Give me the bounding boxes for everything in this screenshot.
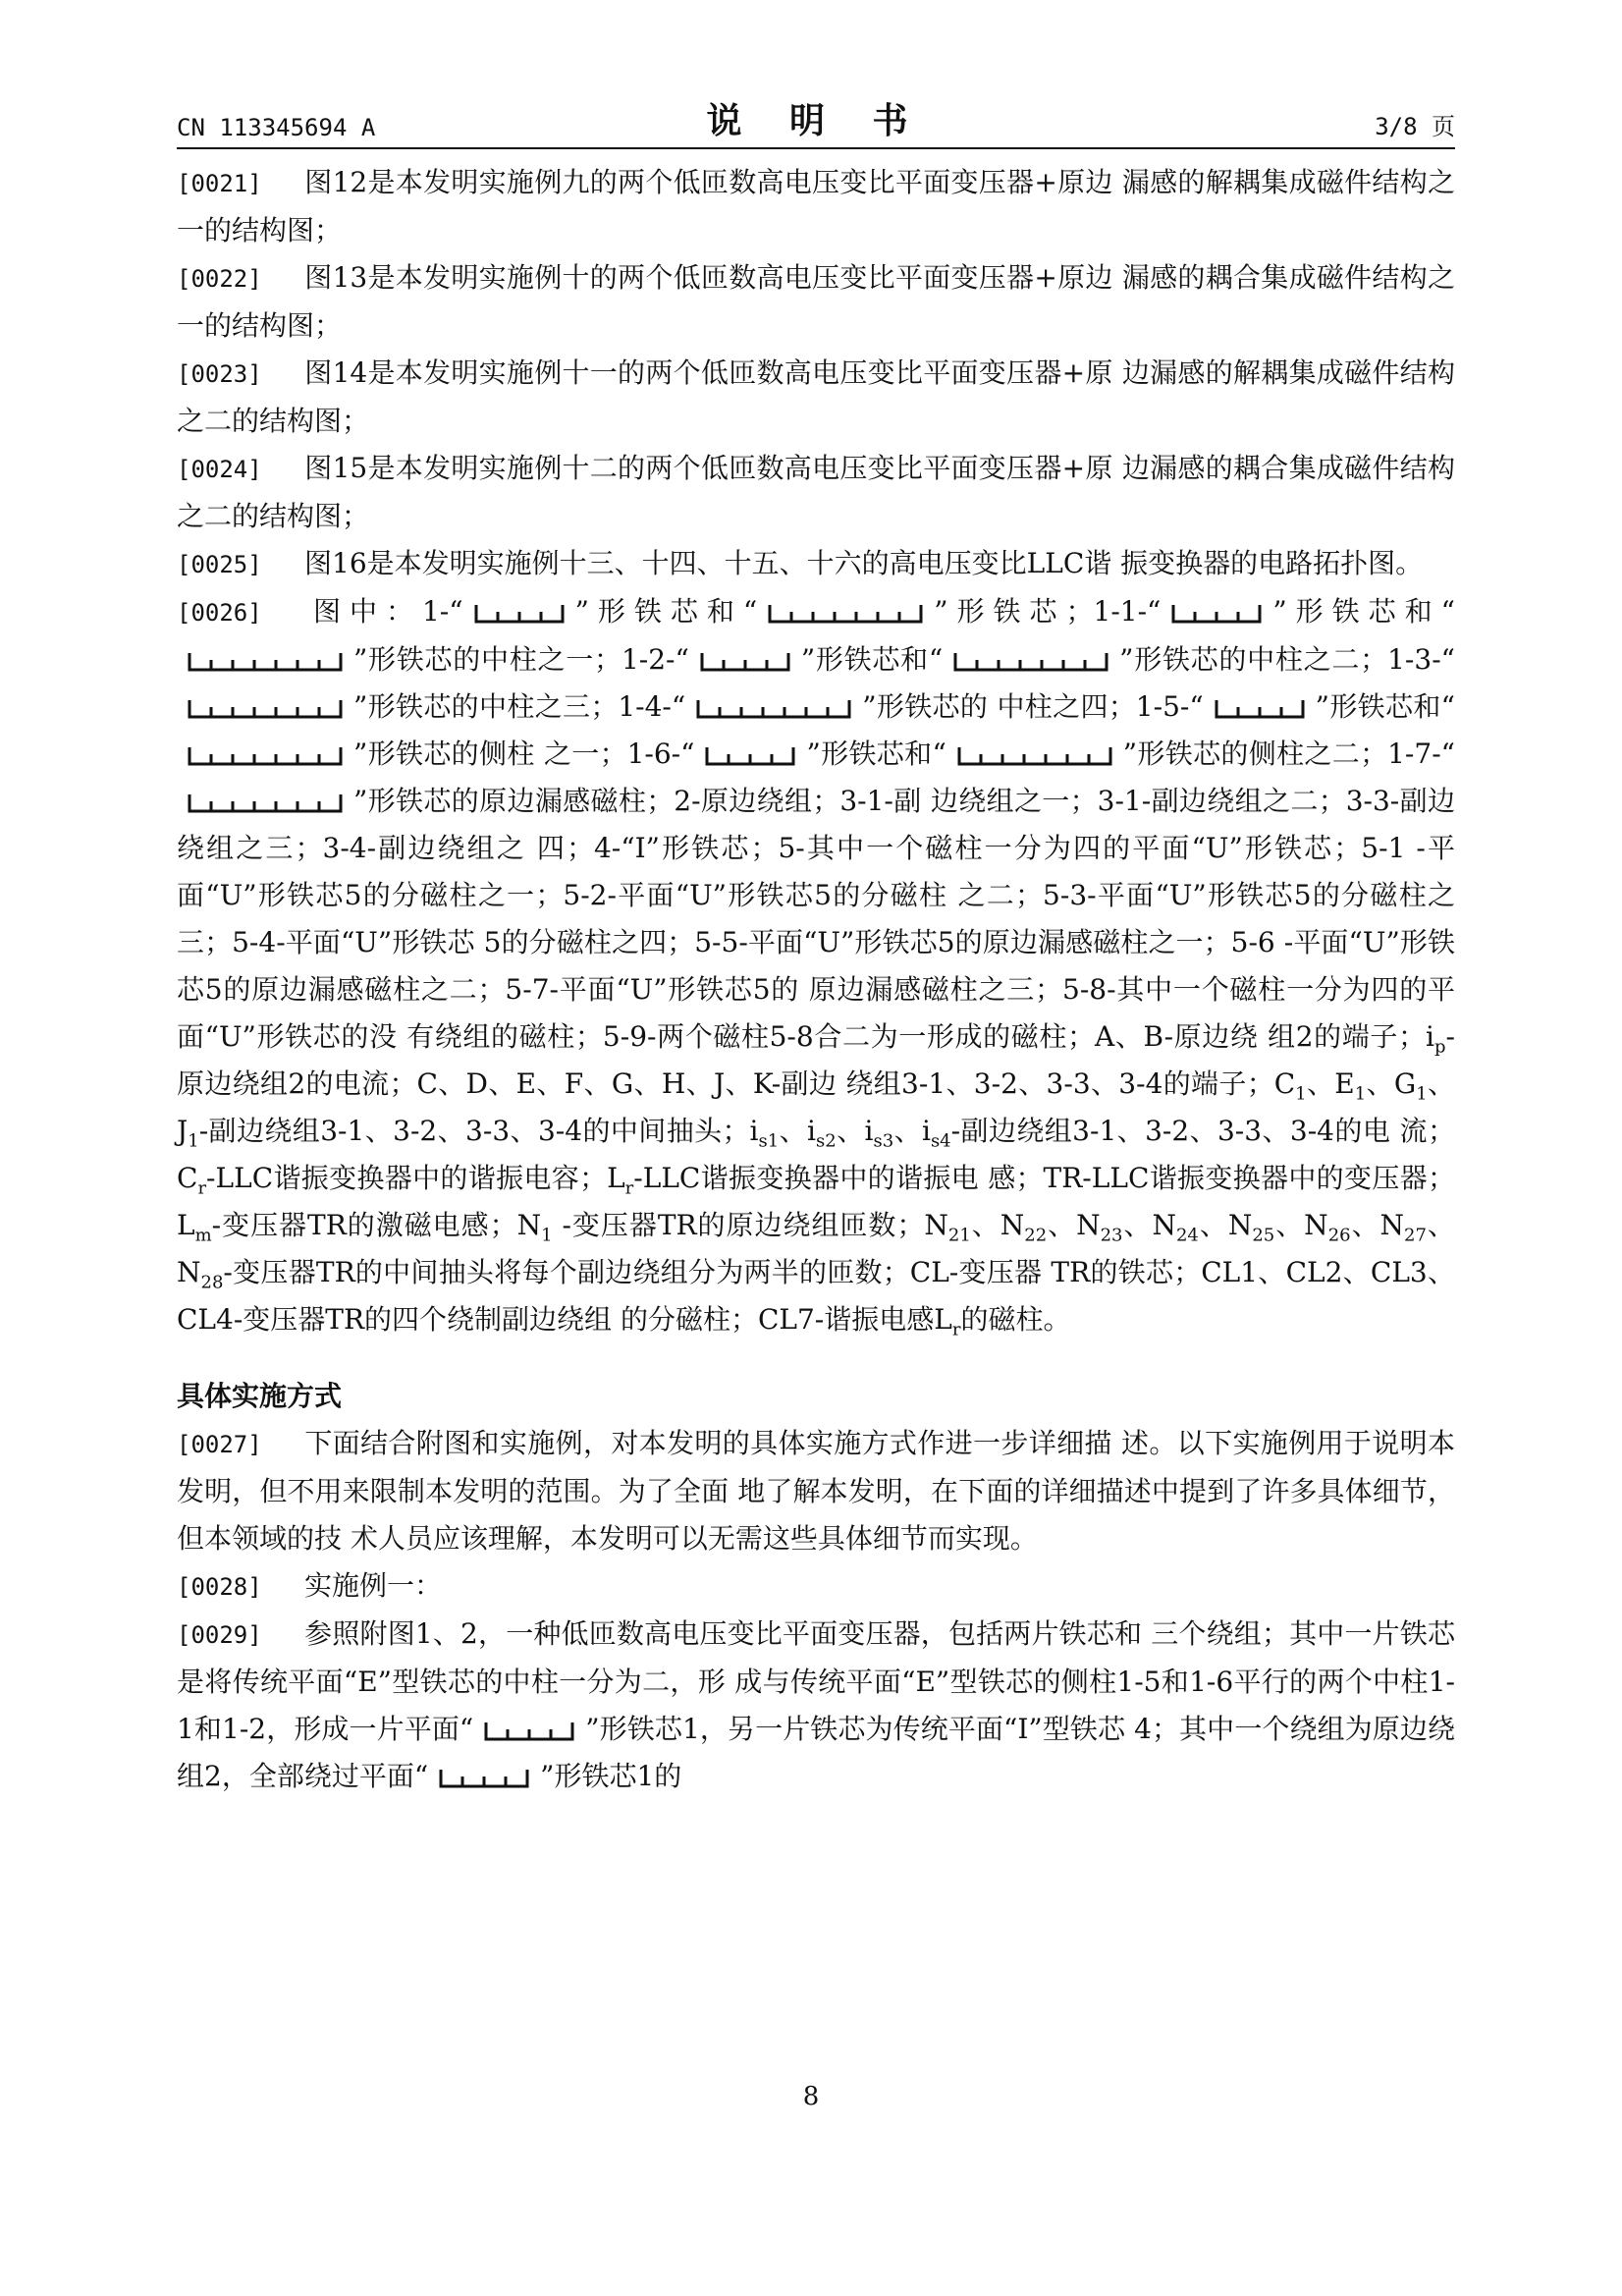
text-run: ”形铁芯的侧柱之二；1-7-“ [1122,738,1455,770]
paragraph-number: [0027] [177,1431,262,1458]
subscript: 24 [1175,1225,1199,1246]
paragraph-number: [0024] [177,456,262,483]
text-run: -变压器TR的激磁电感；N [211,1209,542,1241]
text-run: -变压器TR的中间抽头将每个副边绕组分为两半的匝数；CL-变压器 TR的铁芯；CL1、CL2、CL3、CL4-变压器TR的四个绕制副边绕组 的分磁柱；CL7-谐振电感L [177,1256,1455,1336]
core-shape-icon [767,603,924,625]
paragraph [177,350,1455,445]
subscript: s2 [815,1130,837,1152]
text-run: 、N [1274,1209,1328,1241]
text-run: 、N [177,1209,1455,1288]
subscript: 27 [1404,1225,1427,1246]
subscript: m [194,1225,212,1246]
text-run: 、i [893,1115,931,1147]
text-run: 、i [779,1115,816,1147]
subscript: 21 [947,1225,971,1246]
subscript: p [1434,1036,1446,1058]
text-run: ”形铁芯的侧柱 之一；1-6-“ [353,738,695,770]
subscript: 1 [188,1130,199,1152]
subscript: 26 [1327,1225,1351,1246]
core-shape-icon [952,651,1109,673]
subscript: 25 [1252,1225,1275,1246]
text-run: -变压器TR的原边绕组匝数；N [552,1209,948,1241]
text-run: -副边绕组3-1、3-2、3-3、3-4的中间抽头；i [198,1115,759,1147]
core-shape-icon [1170,603,1263,625]
page-header [177,98,1455,149]
subscript: s3 [873,1130,894,1152]
paragraph [177,1420,1455,1562]
paragraph [177,1611,1455,1800]
paragraph [177,159,1455,254]
text-run: 、G [1366,1067,1417,1100]
text-run: ”形铁芯和“ [806,738,946,770]
text-run: ”形铁芯的 中柱之四；1-5-“ [862,690,1204,723]
text-run: ”形铁芯和“ [574,595,758,628]
text-run: 、N [1198,1209,1253,1241]
paragraph [177,1562,1455,1611]
text-run: ”形铁芯的中柱之三；1-4-“ [353,690,686,723]
paragraph-text [177,595,1455,1340]
core-shape-icon [438,1768,530,1789]
text-run: 、N [1047,1209,1101,1241]
paragraph [177,540,1455,588]
text-run: -LLC谐振变换器中的谐振电 感；TR-LLC谐振变换器中的变压器；L [177,1162,1455,1241]
text-run: -副边绕组3-1、3-2、3-3、3-4的电 流；C [177,1115,1455,1194]
paragraph-text [177,1617,1455,1792]
text-run: ”形铁芯的原边漏感磁柱；2-原边绕组；3-1-副 边绕组之一；3-1-副边绕组之二；3-3-副边绕组之三；3-4-副边绕组之 四；4-“I”形铁芯；5-其中一个磁柱一分为四的平面“U”形铁芯；5-1 -平面“U”形铁芯5的分磁柱之一；5-2-平面“U”形铁芯5的分磁柱 之二；5-3-平面“U”形铁芯5的分磁柱之三；5-4-平面“U”形铁芯 5的分磁柱之四；5-5-平面“U”形铁芯5的原边漏感磁柱之一；5-6 -平面“U”形铁芯5的原边漏感磁柱之二；5-7-平面“U”形铁芯5的 原边漏感磁柱之三；5-8-其中一个磁柱一分为四的平面“U”形铁芯的没 有绕组的磁柱；5-9-两个磁柱5-8合二为一形成的磁柱；A、B-原边绕 组2的端子；i [177,785,1455,1053]
text-run: ”形铁芯的中柱之二；1-3-“ [1119,643,1455,676]
paragraph-number: [0022] [177,265,262,293]
text-run: ”形铁芯和“ [1272,595,1455,628]
core-shape-icon [483,1721,575,1742]
text-run: 、J [177,1067,1455,1147]
text-run: ”形铁芯的中柱之一；1-2-“ [353,643,689,676]
core-shape-icon [473,603,566,625]
text-run: 、E [1306,1067,1355,1100]
section-heading: 具体实施方式 [177,1380,343,1412]
subscript: 22 [1024,1225,1048,1246]
paragraph [177,445,1455,540]
paragraph-text: 下面结合附图和实施例，对本发明的具体实施方式作进一步详细描 述。以下实施例用于说明本发明，但不用来限制本发明的范围。为了全面 地了解本发明，在下面的详细描述中提到了许多具体细节，但本领域的技 术人员应该理解，本发明可以无需这些具体细节而实现。 [177,1427,1455,1555]
subscript: r [624,1177,634,1199]
text-run: 、N [1122,1209,1176,1241]
subscript: s1 [758,1130,780,1152]
paragraph-number: [0021] [177,170,262,197]
document-number: CN 113345694 A [177,114,376,141]
subscript: 23 [1100,1225,1123,1246]
text-run: 的磁柱。 [960,1303,1071,1336]
subscript: 1 [1295,1083,1307,1105]
subscript: 1 [541,1225,553,1246]
subscript: r [951,1319,961,1340]
core-shape-icon [187,745,344,767]
subscript: 28 [200,1272,224,1293]
paragraph-text: 图14是本发明实施例十一的两个低匝数高电压变比平面变压器+原 边漏感的解耦集成磁件结构之二的结构图； [177,356,1455,437]
paragraph-number: [0029] [177,1621,262,1649]
subscript: r [197,1177,207,1199]
paragraph [177,254,1455,350]
text-run: ”形铁芯1的 [540,1760,682,1792]
text-run: ”形铁芯；1-1-“ [934,595,1162,628]
text-run: 、i [836,1115,874,1147]
core-shape-icon [187,793,344,814]
document-body [177,159,1455,1800]
subscript: s4 [930,1130,951,1152]
text-run: 参照附图1、2，一种低匝数高电压变比平面变压器，包括两片铁芯和 三个绕组；其中一片铁芯是将传统平面“E”型铁芯的中柱一分为二，形 成与传统平面“E”型铁芯的侧柱1-5和1-6平行的两个中柱1-1和1-2，形成一片平面“ [177,1617,1455,1745]
text-run: 图中：1-“ [304,595,463,628]
page-number: 8 [802,2082,820,2111]
text-run: 、N [1350,1209,1405,1241]
paragraph-number: [0026] [177,599,262,627]
paragraph-text: 图13是本发明实施例十的两个低匝数高电压变比平面变压器+原边 漏感的耦合集成磁件结构之一的结构图； [177,261,1455,342]
subscript: 1 [1354,1083,1367,1105]
paragraph-text: 图12是本发明实施例九的两个低匝数高电压变比平面变压器+原边 漏感的解耦集成磁件结构之一的结构图； [177,166,1455,246]
core-shape-icon [956,745,1113,767]
paragraph-text: 实施例一： [304,1569,443,1602]
text-run: -原边绕组2的电流；C、D、E、F、G、H、J、K-副边 绕组3-1、3-2、3-3、3-4的端子；C [177,1020,1455,1100]
paragraph-number: [0025] [177,551,262,578]
core-shape-icon [704,745,796,767]
document-title: 说 明 书 [706,100,926,141]
text-run: ”形铁芯1，另一片铁芯为传统平面“I”型铁芯 4；其中一个绕组为原边绕组2，全部绕过平面“ [177,1713,1455,1792]
core-shape-icon [695,698,852,720]
paragraph-text: 图16是本发明实施例十三、十四、十五、十六的高电压变比LLC谐 振变换器的电路拓扑图。 [304,547,1424,579]
text-run: ”形铁芯和“ [1315,690,1455,723]
core-shape-icon [1214,698,1306,720]
text-run: -LLC谐振变换器中的谐振电容；L [206,1162,625,1194]
core-shape-icon [699,651,791,673]
subscript: 1 [1416,1083,1428,1105]
core-shape-icon [187,698,344,720]
core-shape-icon [187,651,344,673]
text-run: ”形铁芯和“ [800,643,944,676]
paragraph-text: 图15是本发明实施例十二的两个低匝数高电压变比平面变压器+原 边漏感的耦合集成磁件结构之二的结构图； [177,452,1455,532]
paragraph [177,588,1455,1343]
page-info: 3/8 页 [1375,113,1455,140]
text-run: 、N [970,1209,1025,1241]
paragraph-number: [0023] [177,360,262,388]
paragraph-number: [0028] [177,1573,262,1601]
